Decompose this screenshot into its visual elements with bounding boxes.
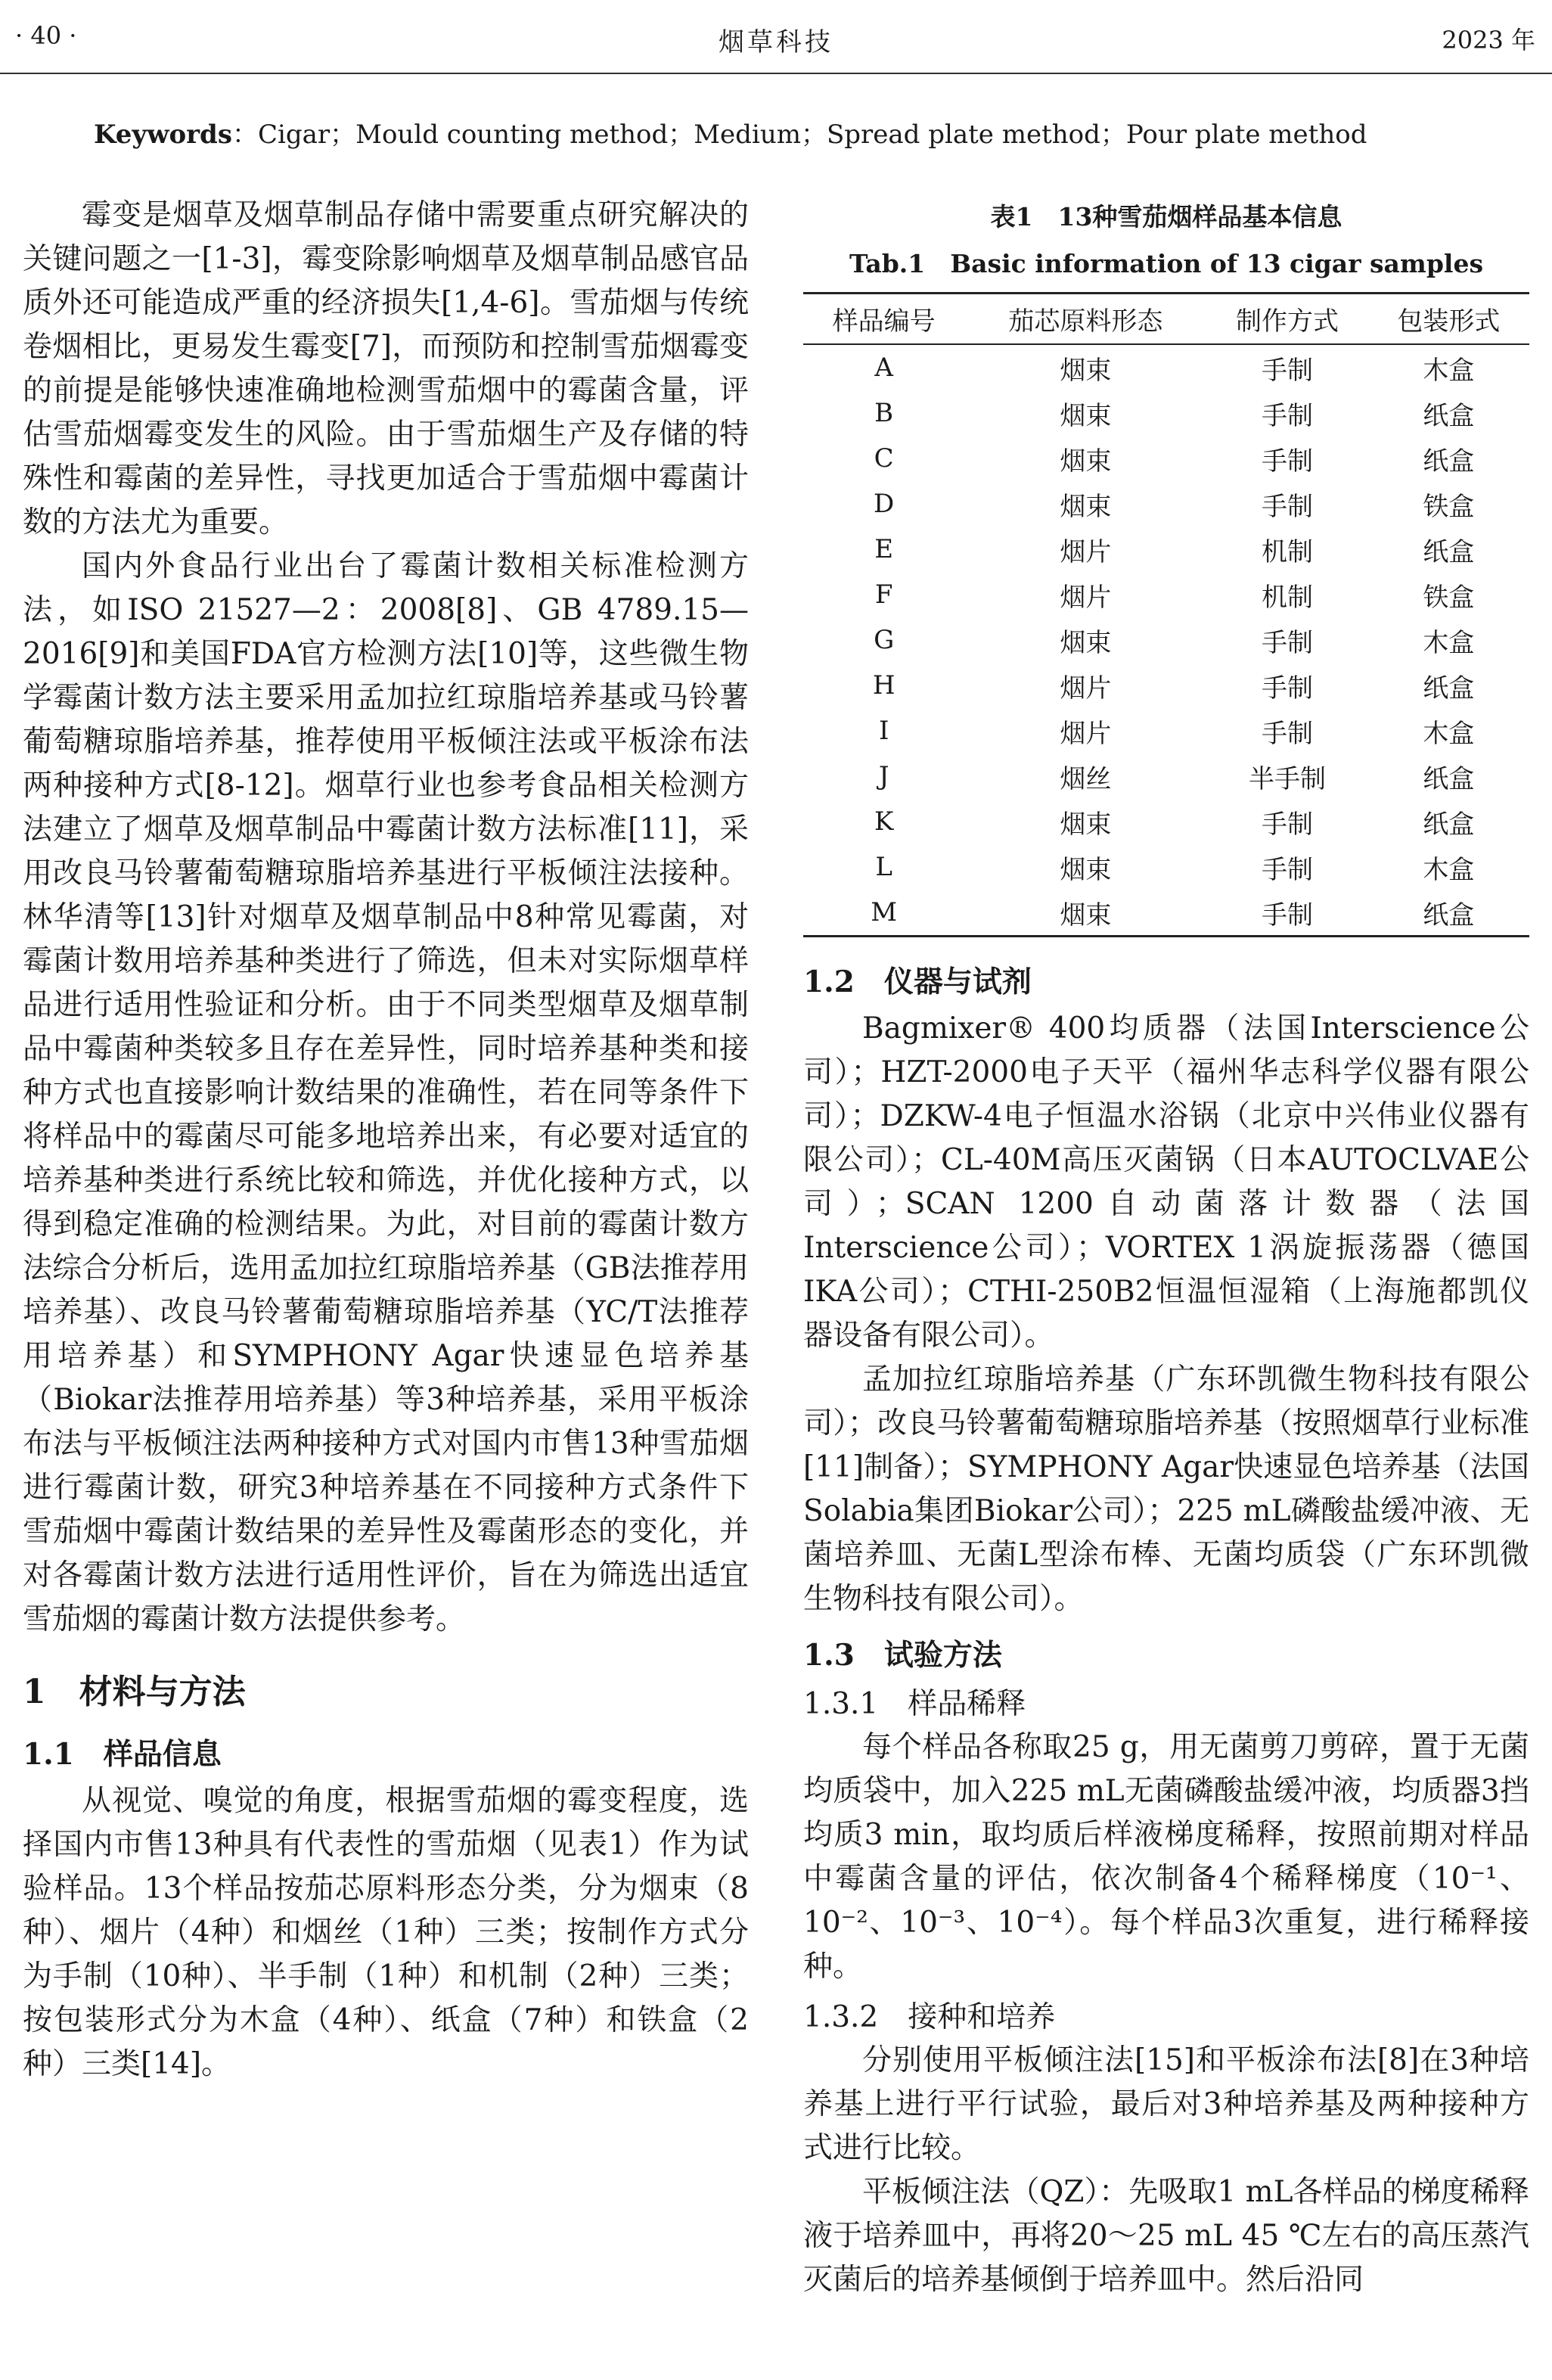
running-header xyxy=(0,0,1552,74)
paragraph-sample-dilution: 每个样品各称取25 g，用无菌剪刀剪碎，置于无菌均质袋中，加入225 mL无菌磷酸盐缓冲液，均质器3挡均质3 min，取均质后样液梯度稀释，按照前期对样品中霉菌含量的评估，依次制备4个稀释梯度（10⁻¹、10⁻²、10⁻³、10⁻⁴）。每个样品3次重复，进行稀释接种。 xyxy=(803,1730,1529,1984)
table-cell: 烟束 xyxy=(1060,446,1112,477)
table-header-row xyxy=(803,294,1529,345)
table-cell: 木盒 xyxy=(1423,718,1475,749)
table-cell: E xyxy=(874,534,894,564)
page-number: · 40 · xyxy=(15,21,77,50)
table-cell: 烟束 xyxy=(964,890,1206,937)
table-cell: J xyxy=(878,761,889,791)
table-cell: G xyxy=(874,625,895,655)
table-cell: 手制 xyxy=(1261,627,1313,658)
paragraph-sample-info: 从视觉、嗅觉的角度，根据雪茄烟的霉变程度，选择国内市售13种具有代表性的雪茄烟（见表1）作为试验样品。13个样品按茄芯原料形态分类，分为烟束（8种）、烟片（4种）和烟丝（1种）三类；按制作方式分为手制（10种）、半手制（1种）和机制（2种）三类；按包装形式分为木盒（4种）、纸盒（7种）和铁盒（2种）三类[14]。 xyxy=(23,1784,749,2081)
paragraph-intro-2: 国内外食品行业出台了霉菌计数相关标准检测方法，如ISO 21527—2：2008[8]、GB 4789.15—2016[9]和美国FDA官方检测方法[10]等，这些微生物学霉菌计数方法主要采用孟加拉红琼脂培养基或马铃薯葡萄糖琼脂培养基，推荐使用平板倾注法或平板涂布法两种接种方式[8-12]。烟草行业也参考食品相关检测方法建立了烟草及烟草制品中霉菌计数方法标准[11]，采用改良马铃薯葡萄糖琼脂培养基进行平板倾注法接种。林华清等[13]针对烟草及烟草制品中8种常见霉菌，对霉菌计数用培养基种类进行了筛选，但未对实际烟草样品进行适用性验证和分析。由于不同类型烟草及烟草制品中霉菌种类较多且存在差异性，同时培养基种类和接种方式也直接影响计数结果的准确性，若在同等条件下将样品中的霉菌尽可能多地培养出来，有必要对适宜的培养基种类进行系统比较和筛选，并优化接种方式，以得到稳定准确的检测结果。为此，对目前的霉菌计数方法综合分析后，选用孟加拉红琼脂培养基（GB法推荐用培养基）、改良马铃薯葡萄糖琼脂培养基（YC/T法推荐用培养基）和SYMPHONY Agar快速显色培养基（Biokar法推荐用培养基）等3种培养基，采用平板涂布法与平板倾注法两种接种方式对国内市售13种雪茄烟进行霉菌计数，研究3种培养基在不同接种方式条件下雪茄烟中霉菌计数结果的差异性及霉菌形态的变化，并对各霉菌计数方法进行适用性评价，旨在为筛选出适宜雪茄烟的霉菌计数方法提供参考。 xyxy=(23,549,749,1636)
table-cell: 烟束 xyxy=(1060,627,1112,658)
table-caption-en: Tab.1 Basic information of 13 cigar samples xyxy=(849,249,1484,278)
section-heading-1-3-2: 1.3.2 接种和培养 xyxy=(803,2000,1056,2034)
table-row xyxy=(803,436,1529,481)
table-header-cell: 包装形式 xyxy=(1368,294,1529,345)
section-heading-1-1: 1.1 样品信息 xyxy=(23,1737,222,1772)
table-row xyxy=(803,390,1529,436)
table-cell: 木盒 xyxy=(1423,627,1475,658)
paragraph-instruments: Bagmixer® 400均质器（法国Interscience公司）；HZT-2000电子天平（福州华志科学仪器有限公司）；DZKW-4电子恒温水浴锅（北京中兴伟业仪器有限公司）；CL-40M高压灭菌锅（日本AUTOCLVAE公司）；SCAN 1200自动菌落计数器（法国Interscience公司）；VORTEX 1涡旋振荡器（德国IKA公司）；CTHI-250B2恒温恒湿箱（上海施都凯仪器设备有限公司）。 xyxy=(803,1011,1529,1353)
table-row xyxy=(803,799,1529,844)
table-cell: 纸盒 xyxy=(1423,809,1475,840)
table-header-cell: 制作方式 xyxy=(1206,294,1367,345)
table-cell: I xyxy=(878,716,889,746)
table-row xyxy=(803,617,1529,663)
table-cell: 手制 xyxy=(1261,809,1313,840)
table-cell: 手制 xyxy=(1261,718,1313,749)
table-cell: 烟束 xyxy=(1060,854,1112,885)
keywords-text: ：Cigar；Mould counting method；Medium；Spread plate method；Pour plate method xyxy=(231,120,1367,150)
paragraph-intro-1: 霉变是烟草及烟草制品存储中需要重点研究解决的关键问题之一[1-3]，霉变除影响烟草及烟草制品感官品质外还可能造成严重的经济损失[1,4-6]。雪茄烟与传统卷烟相比，更易发生霉变[7]，而预防和控制雪茄烟霉变的前提是能够快速准确地检测雪茄烟中的霉菌含量，评估雪茄烟霉变发生的风险。由于雪茄烟生产及存储的特殊性和霉菌的差异性，寻找更加适合于雪茄烟中霉菌计数的方法尤为重要。 xyxy=(23,198,749,539)
table-header-cell: 茄芯原料形态 xyxy=(964,294,1206,345)
table-cell: B xyxy=(874,398,894,428)
table-cell: 纸盒 xyxy=(1423,763,1475,794)
table-cell: 手制 xyxy=(1261,673,1313,704)
table-cell: 烟片 xyxy=(1060,718,1112,749)
table-cell: 纸盒 xyxy=(1423,446,1475,477)
table-cell: L xyxy=(875,852,892,882)
table-cell: A xyxy=(874,353,893,383)
table-cell: 纸盒 xyxy=(1368,890,1529,937)
table-cell: 木盒 xyxy=(1423,854,1475,885)
table-cell: 手制 xyxy=(1206,890,1367,937)
section-heading-1: 1 材料与方法 xyxy=(23,1673,246,1711)
table-cell: M xyxy=(803,890,964,937)
table-cell: 机制 xyxy=(1261,582,1313,613)
paragraph-pour-plate: 平板倾注法（QZ）：先吸取1 mL各样品的梯度稀释液于培养皿中，再将20～25 mL 45 ℃左右的高压蒸汽灭菌后的培养基倾倒于培养皿中。然后沿同 xyxy=(803,2175,1529,2297)
table-cell: C xyxy=(874,443,894,474)
table-row xyxy=(803,663,1529,708)
table-cell: 纸盒 xyxy=(1423,536,1475,567)
section-heading-1-2: 1.2 仪器与试剂 xyxy=(803,965,1032,999)
paragraph-reagents: 孟加拉红琼脂培养基（广东环凯微生物科技有限公司）；改良马铃薯葡萄糖琼脂培养基（按照烟草行业标准[11]制备）；SYMPHONY Agar快速显色培养基（法国Solabia集团Biokar公司）；225 mL磷酸盐缓冲液、无菌培养皿、无菌L型涂布棒、无菌均质袋（广东环凯微生物科技有限公司）。 xyxy=(803,1362,1529,1616)
table-cell: H xyxy=(872,670,896,701)
table-cell: 手制 xyxy=(1261,446,1313,477)
table-cell: 手制 xyxy=(1261,400,1313,431)
table-row xyxy=(803,527,1529,572)
table-row xyxy=(803,844,1529,890)
paragraph-inoculation: 分别使用平板倾注法[15]和平板涂布法[8]在3种培养基上进行平行试验，最后对3种培养基及两种接种方式进行比较。 xyxy=(803,2043,1529,2165)
table-cell: 手制 xyxy=(1261,355,1313,386)
right-column xyxy=(803,194,1529,2302)
table-cell: 半手制 xyxy=(1248,763,1326,794)
table-cell: 铁盒 xyxy=(1423,491,1475,522)
table-header-cell: 样品编号 xyxy=(803,294,964,345)
keywords-label: Keywords xyxy=(94,120,232,150)
table-cell: D xyxy=(874,489,895,519)
table-cell: 机制 xyxy=(1261,536,1313,567)
left-column xyxy=(23,194,749,2086)
table-cell: 铁盒 xyxy=(1423,582,1475,613)
table-cell: 烟片 xyxy=(1060,536,1112,567)
table-cell: 手制 xyxy=(1261,491,1313,522)
table-cell: 烟束 xyxy=(1060,355,1112,386)
table-cell: 烟片 xyxy=(1060,582,1112,613)
publication-year: 2023 年 xyxy=(1442,26,1535,54)
cigar-samples-table xyxy=(803,292,1529,937)
table-caption-cn: 表1 13种雪茄烟样品基本信息 xyxy=(990,202,1342,231)
section-heading-1-3-1: 1.3.1 样品稀释 xyxy=(803,1687,1026,1721)
journal-name: 烟草科技 xyxy=(719,27,833,57)
table-row xyxy=(803,753,1529,799)
table-cell: 烟片 xyxy=(1060,673,1112,704)
table-cell: 纸盒 xyxy=(1423,400,1475,431)
table-cell: 烟束 xyxy=(1060,400,1112,431)
table-row xyxy=(803,344,1529,390)
table-cell: K xyxy=(874,806,894,837)
table-cell: 木盒 xyxy=(1423,355,1475,386)
keywords-line xyxy=(94,113,1367,151)
table-cell: 手制 xyxy=(1261,854,1313,885)
table-row xyxy=(803,708,1529,753)
table-cell: F xyxy=(874,579,893,610)
table-row xyxy=(803,572,1529,617)
table-cell: 烟束 xyxy=(1060,809,1112,840)
table-cell: 纸盒 xyxy=(1423,673,1475,704)
table-cell: 烟丝 xyxy=(1060,763,1112,794)
table-row xyxy=(803,890,1529,937)
section-heading-1-3: 1.3 试验方法 xyxy=(803,1638,1002,1673)
table-row xyxy=(803,481,1529,527)
table-cell: 烟束 xyxy=(1060,491,1112,522)
